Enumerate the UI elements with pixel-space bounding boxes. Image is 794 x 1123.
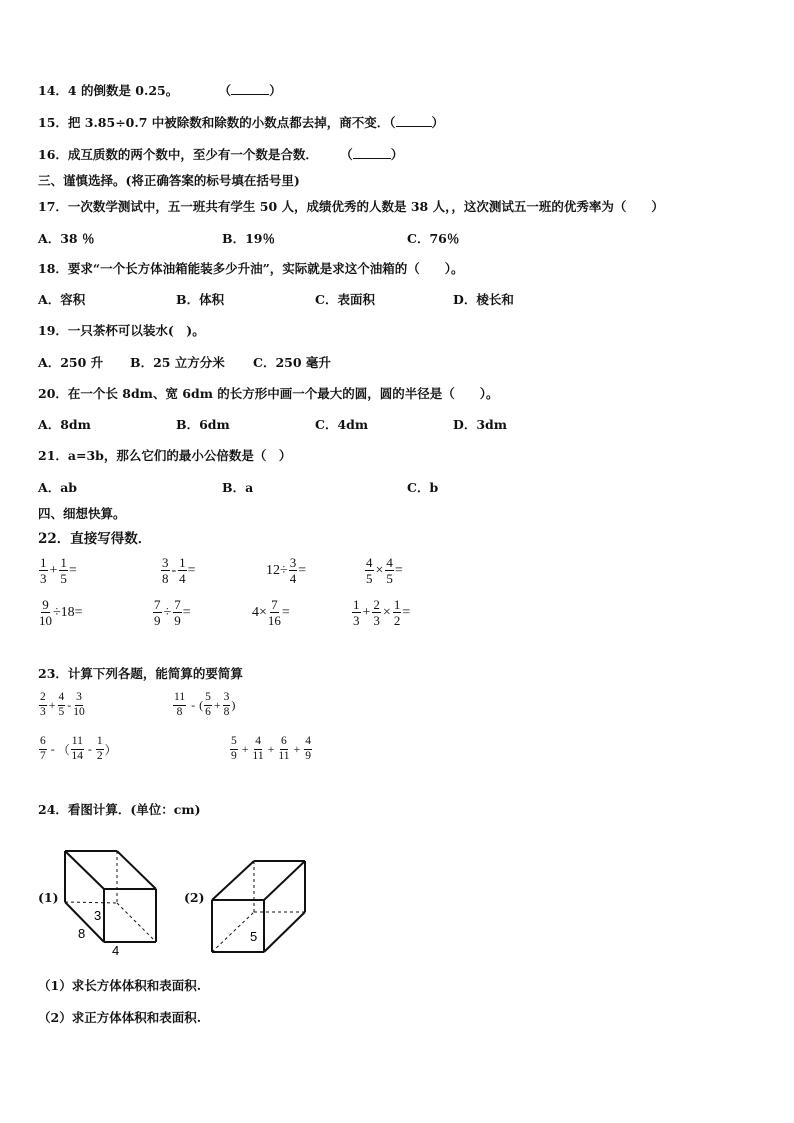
question-20-option-b[interactable]: B．6dm [176,417,230,432]
question-24-part-1: （1）求长方体体积和表面积. [38,978,202,993]
question-16 [38,147,403,163]
q23-expression-1: $\frac{2}{3}$ + $\frac{4}{5}$ - $\frac{3}{10}$ [40,691,85,718]
cube-edge-label: 5 [250,929,258,944]
answer-paren-close: ） [390,147,404,162]
q22-expression-2: $\frac{3}{8}$ - $\frac{1}{4}$ = [162,555,196,586]
answer-paren-close: ） [431,115,445,130]
question-24-part-2: （2）求正方体体积和表面积. [38,1010,202,1025]
question-21-option-a[interactable]: A．ab [38,480,78,495]
question-20-option-a[interactable]: A．8dm [38,417,91,432]
question-16-stem: 成互质数的两个数中，至少有一个数是合数． [67,147,318,162]
question-15-stem: 把 3.85÷0.7 中被除数和除数的小数点都去掉，商不变． [67,115,390,130]
question-17-stem: 17．一次数学测试中，五一班共有学生 50 人，成绩优秀的人数是 38 人，，这次测试五一班的优秀率为（ ） [38,199,664,214]
question-24-title: 24．看图计算．(单位：cm) [38,802,201,817]
figure-2-label: (2) [184,890,205,905]
cuboid-figure [60,845,160,960]
question-20-option-d[interactable]: D．3dm [453,417,508,432]
q23-expression-4: $\frac{5}{9}$ + $\frac{4}{11}$ + $\frac{6}{11}$ + $\frac{4}{9}$ [231,735,311,762]
q22-expression-5: $\frac{9}{10}$ ÷18= [39,597,83,628]
q22-expression-7: 4× $\frac{7}{16}$ = [252,597,290,628]
question-18-option-b[interactable]: B．体积 [176,292,225,307]
question-21-option-c[interactable]: C．b [407,480,439,495]
figure-1-label: (1) [38,890,59,905]
q22-expression-8: $\frac{1}{3}$ + $\frac{2}{3}$ × $\frac{1}{2}$ = [353,597,411,628]
answer-paren-open: （ [218,83,232,98]
question-20-stem: 20．在一个长 8dm、宽 6dm 的长方形中画一个最大的圆，圆的半径是（ ）。 [38,386,499,401]
q22-expression-4: $\frac{4}{5}$ × $\frac{4}{5}$ = [366,555,403,586]
question-21-stem: 21．a=3b，那么它们的最小公倍数是（ ） [38,448,292,463]
question-19-stem: 19．一只茶杯可以装水( )。 [38,323,205,338]
question-23-title: 23．计算下列各题，能简算的要简算 [38,666,243,681]
cube-figure [208,855,308,955]
answer-blank-14[interactable] [231,84,269,95]
question-15 [38,115,444,131]
cuboid-width-label: 8 [78,926,86,941]
question-19-option-a[interactable]: A．250 升 [38,355,104,370]
answer-blank-15[interactable] [396,116,432,127]
question-20-option-c[interactable]: C．4dm [315,417,369,432]
question-16-num: 16． [38,147,68,162]
question-15-num: 15． [38,115,68,130]
question-18-option-d[interactable]: D．棱长和 [453,292,514,307]
q23-expression-2: $\frac{11}{8}$ - ( $\frac{5}{6}$ + $\frac{3}{8}$ ) [174,691,236,718]
answer-paren-close: ） [269,83,282,98]
question-18-stem: 18．要求“一个长方体油箱能装多少升油”，实际就是求这个油箱的（ ）。 [38,261,464,276]
question-17-option-b[interactable]: B．19％ [222,231,275,246]
question-14-stem: 4 的倒数是 0.25。 [67,83,179,98]
section-3-heading: 三、谨慎选择。(将正确答案的标号填在括号里) [38,173,300,188]
question-14 [38,83,282,99]
answer-paren-open: （ [389,115,396,130]
question-18-option-a[interactable]: A．容积 [38,292,86,307]
q22-expression-1: $\frac{1}{3}$ + $\frac{1}{5}$ = [40,555,77,586]
answer-paren-open: （ [340,147,353,162]
answer-blank-16[interactable] [353,148,391,159]
q23-expression-3: $\frac{6}{7}$ - （ $\frac{11}{14}$ - $\frac{1}{2}$ ） [40,735,117,762]
question-17-option-c[interactable]: C．76％ [407,231,460,246]
question-21-option-b[interactable]: B．a [222,480,254,495]
question-19-option-c[interactable]: C．250 毫升 [253,355,331,370]
question-17-option-a[interactable]: A．38 ％ [38,231,95,246]
question-22-title: 22．直接写得数． [38,531,152,547]
cuboid-length-label: 4 [112,943,120,958]
q22-expression-6: $\frac{7}{9}$ ÷ $\frac{7}{9}$ = [154,597,191,628]
cuboid-height-label: 3 [94,908,102,923]
question-18-option-c[interactable]: C．表面积 [315,292,375,307]
question-14-text: 14． [38,83,68,98]
q22-expression-3: 12÷ $\frac{3}{4}$ = [266,555,307,586]
question-19-option-b[interactable]: B．25 立方分米 [130,355,225,370]
section-4-heading: 四、细想快算。 [38,506,126,521]
